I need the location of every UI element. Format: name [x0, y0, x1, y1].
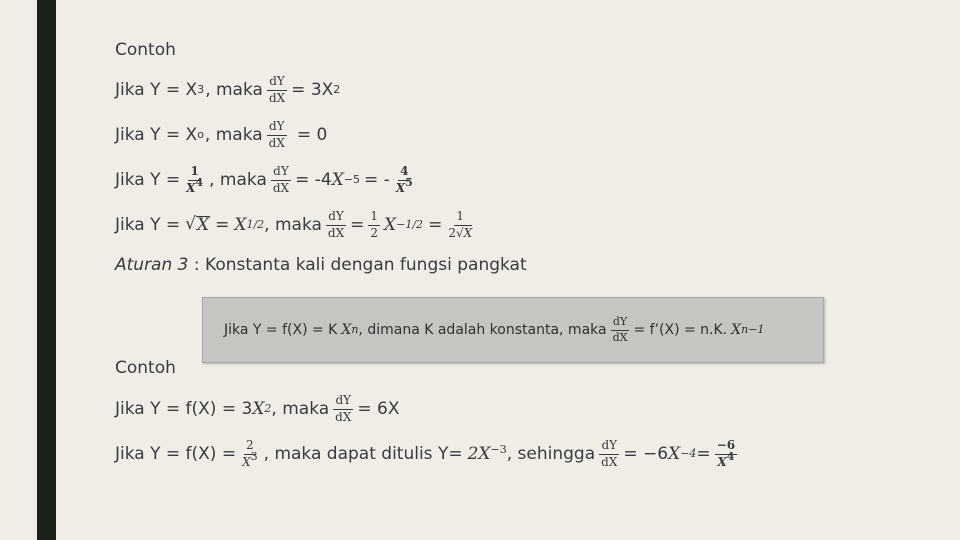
rule-2-derivative-fraction	[267, 120, 287, 149]
aturan-label: Aturan 3	[115, 254, 189, 275]
rule-1-prefix: Jika Y = X	[115, 79, 198, 100]
rule-2-result: = 0	[296, 124, 328, 145]
fraction-denominator	[240, 449, 260, 469]
rule-box-part2: , dimana K adalah konstanta, maka	[358, 322, 607, 338]
example-2-rhs1: = −6	[623, 443, 669, 464]
fraction-denominator	[446, 226, 474, 240]
rule-box-part1: Jika Y = f(X) = K	[224, 322, 338, 338]
rule-line-1: Jika Y = X 3 , maka $\frac{dY}{dX}$ = 3X 2	[115, 74, 341, 105]
rule-2-prefix: Jika Y = X	[115, 124, 198, 145]
rule-box-var2: X	[731, 322, 742, 338]
term-var: X	[478, 443, 491, 464]
left-accent-bar	[37, 0, 56, 540]
term-exponent: −3	[490, 442, 507, 456]
rule-box-derivative-fraction	[611, 316, 630, 343]
example-1-result: = 6X	[357, 398, 400, 419]
fraction-denominator: dX	[601, 454, 618, 469]
rule-line-2: Jika Y = X o , maka $\frac{dY}{dX}$ = 0	[115, 119, 328, 150]
rule-4-rhs-fraction	[446, 210, 474, 239]
example-2-rhs2: =	[696, 443, 711, 464]
heading-contoh-2: Contoh	[115, 357, 176, 378]
example-2-mid: , maka dapat ditulis Y=	[263, 443, 463, 464]
rule-1-result: = 3X	[291, 79, 334, 100]
fraction-denominator	[394, 175, 415, 195]
example-2-term	[467, 442, 507, 464]
fraction-numerator: dY	[611, 316, 629, 330]
fraction-denominator: dX	[272, 180, 290, 195]
rule-box	[202, 297, 824, 363]
aturan-line	[115, 243, 527, 287]
fraction-numerator: dY	[267, 75, 287, 90]
fraction-denominator	[184, 175, 205, 195]
denominator-exponent: 4	[726, 449, 735, 463]
rule-4-eq3: =	[428, 214, 443, 235]
example-2-prefix: Jika Y = f(X) =	[115, 443, 237, 464]
rule-4-mid: , maka	[264, 214, 322, 235]
fraction-denominator: dX	[327, 225, 345, 240]
example-line-2: Jika Y = f(X) = $\frac{2}{X^3}$ , maka dapat ditulis Y= $2X^{-3}$ , sehingga $\frac{dY}{dX}$ = −6 X −4 = $\frac{-6}{X^4}$	[115, 438, 736, 469]
denominator-coef: 2	[448, 225, 456, 240]
rule-box-part3: = f’(X) = n.K.	[633, 322, 728, 338]
slide-content	[115, 0, 935, 540]
rule-3-tail: = -	[364, 169, 390, 190]
rule-box-var: X	[341, 322, 352, 338]
term-coef: 2	[467, 443, 479, 464]
example-line-1: Jika Y = f(X) = 3 X 2 , maka $\frac{dY}{dX}$ = 6X	[115, 393, 400, 424]
fraction-numerator: dY	[271, 165, 291, 180]
rule-4-var: X	[234, 214, 247, 235]
rule-3-prefix: Jika Y =	[115, 169, 181, 190]
example-2-lhs-fraction	[240, 439, 260, 468]
fraction-numerator: 1	[454, 210, 466, 225]
rule-4-eq1: =	[215, 214, 230, 235]
example-2-rhs1-var: X	[668, 443, 681, 464]
example-1-var: X	[252, 398, 265, 419]
denominator-exponent: 5	[405, 175, 413, 189]
fraction-numerator: 1	[188, 165, 200, 180]
sqrt-sign-icon: √	[455, 225, 464, 240]
denominator-exponent: 4	[195, 175, 204, 189]
denominator-exponent: 3	[250, 449, 258, 463]
denominator-radicand: X	[463, 225, 473, 240]
fraction-numerator: dY	[326, 210, 346, 225]
fraction-denominator: dX	[612, 330, 628, 344]
example-2-mid2: , sehingga	[506, 443, 596, 464]
denominator-base: X	[242, 454, 251, 469]
rule-1-mid: , maka	[205, 79, 263, 100]
fraction-numerator: −6	[715, 439, 737, 454]
aturan-text: : Konstanta kali dengan fungsi pangkat	[188, 254, 527, 275]
fraction-denominator: 2	[370, 225, 379, 240]
rule-3-rhs-fraction	[394, 165, 415, 194]
fraction-numerator: 1	[368, 210, 380, 225]
example-2-derivative-fraction	[599, 439, 619, 468]
rule-1-derivative-fraction	[267, 75, 287, 104]
rule-line-4: Jika Y = √ X = X 1/2 , maka $\frac{dY}{dX}$ = $\frac{1}{2}$ X −1/2 = $\frac{1}{2√X}$	[115, 209, 473, 240]
rule-line-3: Jika Y = $\frac{1}{X^4}$ , maka $\frac{dY}{dX}$ = -4 X −5 = - $\frac{4}{X^5}$	[115, 164, 413, 195]
rule-3-lhs-fraction	[184, 165, 205, 194]
rule-4-eq2: =	[350, 214, 365, 235]
example-2-rhs-fraction	[715, 439, 737, 468]
rule-4-sqrt	[185, 216, 210, 234]
rule-3-mid: , maka	[209, 169, 267, 190]
fraction-denominator: dX	[335, 409, 352, 424]
example-1-mid: , maka	[271, 398, 330, 419]
fraction-numerator: dY	[333, 394, 353, 409]
sqrt-radicand: X	[196, 215, 210, 235]
example-1-derivative-fraction	[333, 394, 353, 423]
rule-2-mid: , maka	[204, 124, 263, 145]
rule-3-middle-var: X	[331, 169, 344, 190]
fraction-numerator: dY	[599, 439, 619, 454]
fraction-denominator: dX	[268, 135, 285, 150]
heading-contoh-1: Contoh	[115, 39, 176, 60]
rule-4-derivative-fraction	[326, 210, 346, 239]
sqrt-sign-icon: √	[185, 214, 196, 234]
fraction-denominator: dX	[268, 90, 286, 105]
fraction-numerator: dY	[267, 120, 287, 135]
example-1-prefix: Jika Y = f(X) = 3	[115, 398, 253, 419]
fraction-numerator: 2	[244, 439, 256, 454]
fraction-numerator: 4	[398, 165, 410, 180]
denominator-base: X	[395, 180, 406, 195]
rule-box-content: Jika Y = f(X) = K X n , dimana K adalah konstanta, maka $\frac{dY}{dX}$ = f’(X) = n.K. X n−1	[224, 315, 765, 344]
rule-4-coef-fraction	[368, 210, 380, 239]
rule-4-var2: X	[384, 214, 397, 235]
rule-3-middle: = -4	[295, 169, 332, 190]
rule-3-derivative-fraction	[271, 165, 291, 194]
fraction-denominator	[715, 449, 736, 469]
denominator-base: X	[717, 454, 727, 469]
rule-4-prefix: Jika Y =	[115, 214, 181, 235]
denominator-base: X	[186, 180, 196, 195]
